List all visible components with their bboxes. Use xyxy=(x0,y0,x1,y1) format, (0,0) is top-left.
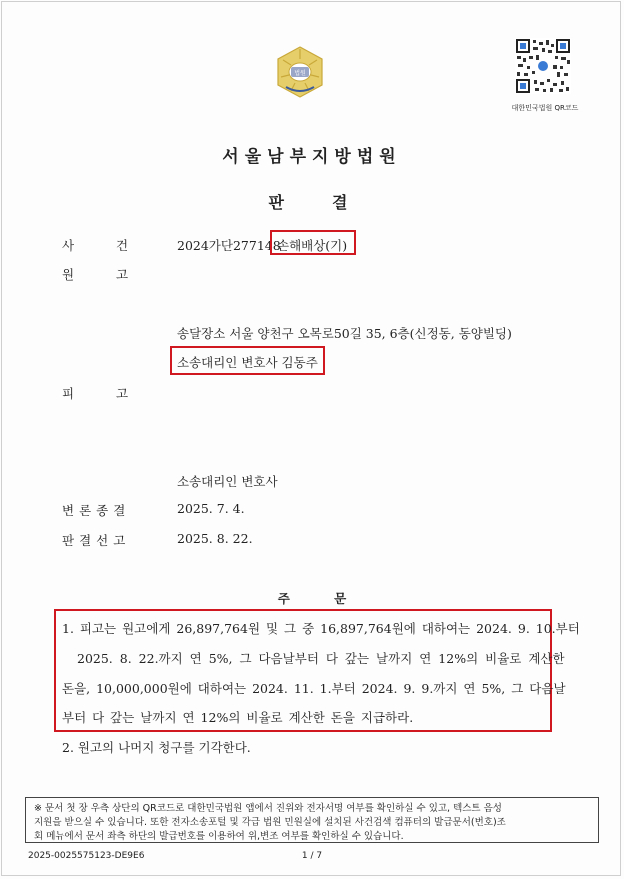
order-item1-line3: 돈을, 10,000,000원에 대하여는 2024. 11. 1.부터 2024. 9. 9.까지 연 5%, 그 다음날 xyxy=(62,681,566,696)
plaintiff-address: 송달장소 서울 양천구 오목로50길 35, 6층(신정동, 동양빌딩) xyxy=(177,326,512,341)
doc-title: 판결 xyxy=(268,193,396,212)
order-item1-line4: 부터 다 갚는 날까지 연 12%의 비율로 계산한 돈을 지급하라. xyxy=(62,710,414,725)
case-name: 손해배상(기) xyxy=(277,238,348,253)
case-label: 사 건 xyxy=(62,238,129,253)
defendant-counsel: 소송대리인 변호사 xyxy=(177,474,278,489)
hearing-end-label: 변론종결 xyxy=(62,503,131,518)
judgment-label: 판결선고 xyxy=(62,533,131,548)
seal-text: 법원 xyxy=(294,70,306,77)
case-number: 2024가단277148 xyxy=(177,238,281,253)
order-heading: 주 문 xyxy=(277,591,347,606)
judgment-date: 2025. 8. 22. xyxy=(177,531,253,546)
plaintiff-counsel: 소송대리인 변호사 김동주 xyxy=(177,355,318,370)
order-item1-line2: 2025. 8. 22.까지 연 5%, 그 다음날부터 다 갚는 날까지 연 12%의 비율로 계산한 xyxy=(77,651,565,666)
plaintiff-label: 원 고 xyxy=(62,267,129,282)
court-seal-icon xyxy=(273,45,327,99)
qr-caption: 대한민국법원 QR코드 xyxy=(511,104,579,112)
court-name: 서울남부지방법원 xyxy=(222,147,402,167)
notice-line-3: 회 메뉴에서 문서 좌측 하단의 발급번호를 이용하여 위,변조 여부를 확인하실 수 있습니다. xyxy=(34,831,404,842)
notice-line-2: 지원을 받으실 수 있습니다. 또한 전자소송포털 및 각급 법원 민원실에 설치된 사건검색 컴퓨터의 발급문서(번호)조 xyxy=(34,817,506,828)
notice-line-1: ※ 문서 첫 장 우측 상단의 QR코드로 대한민국법원 앱에서 진위와 전자서명 여부를 확인하실 수 있고, 텍스트 음성 xyxy=(34,803,502,814)
doc-number: 2025-0025575123-DE9E6 xyxy=(28,851,145,861)
hearing-end-date: 2025. 7. 4. xyxy=(177,501,245,516)
defendant-label: 피 고 xyxy=(62,386,129,401)
verification-notice xyxy=(25,797,599,843)
qr-code-icon[interactable] xyxy=(515,38,571,94)
order-item1-line1: 1. 피고는 원고에게 26,897,764원 및 그 중 16,897,764원에 대하여는 2024. 9. 10.부터 xyxy=(62,621,580,636)
page-number: 1 / 7 xyxy=(301,851,323,861)
order-item2: 2. 원고의 나머지 청구를 기각한다. xyxy=(62,740,251,755)
